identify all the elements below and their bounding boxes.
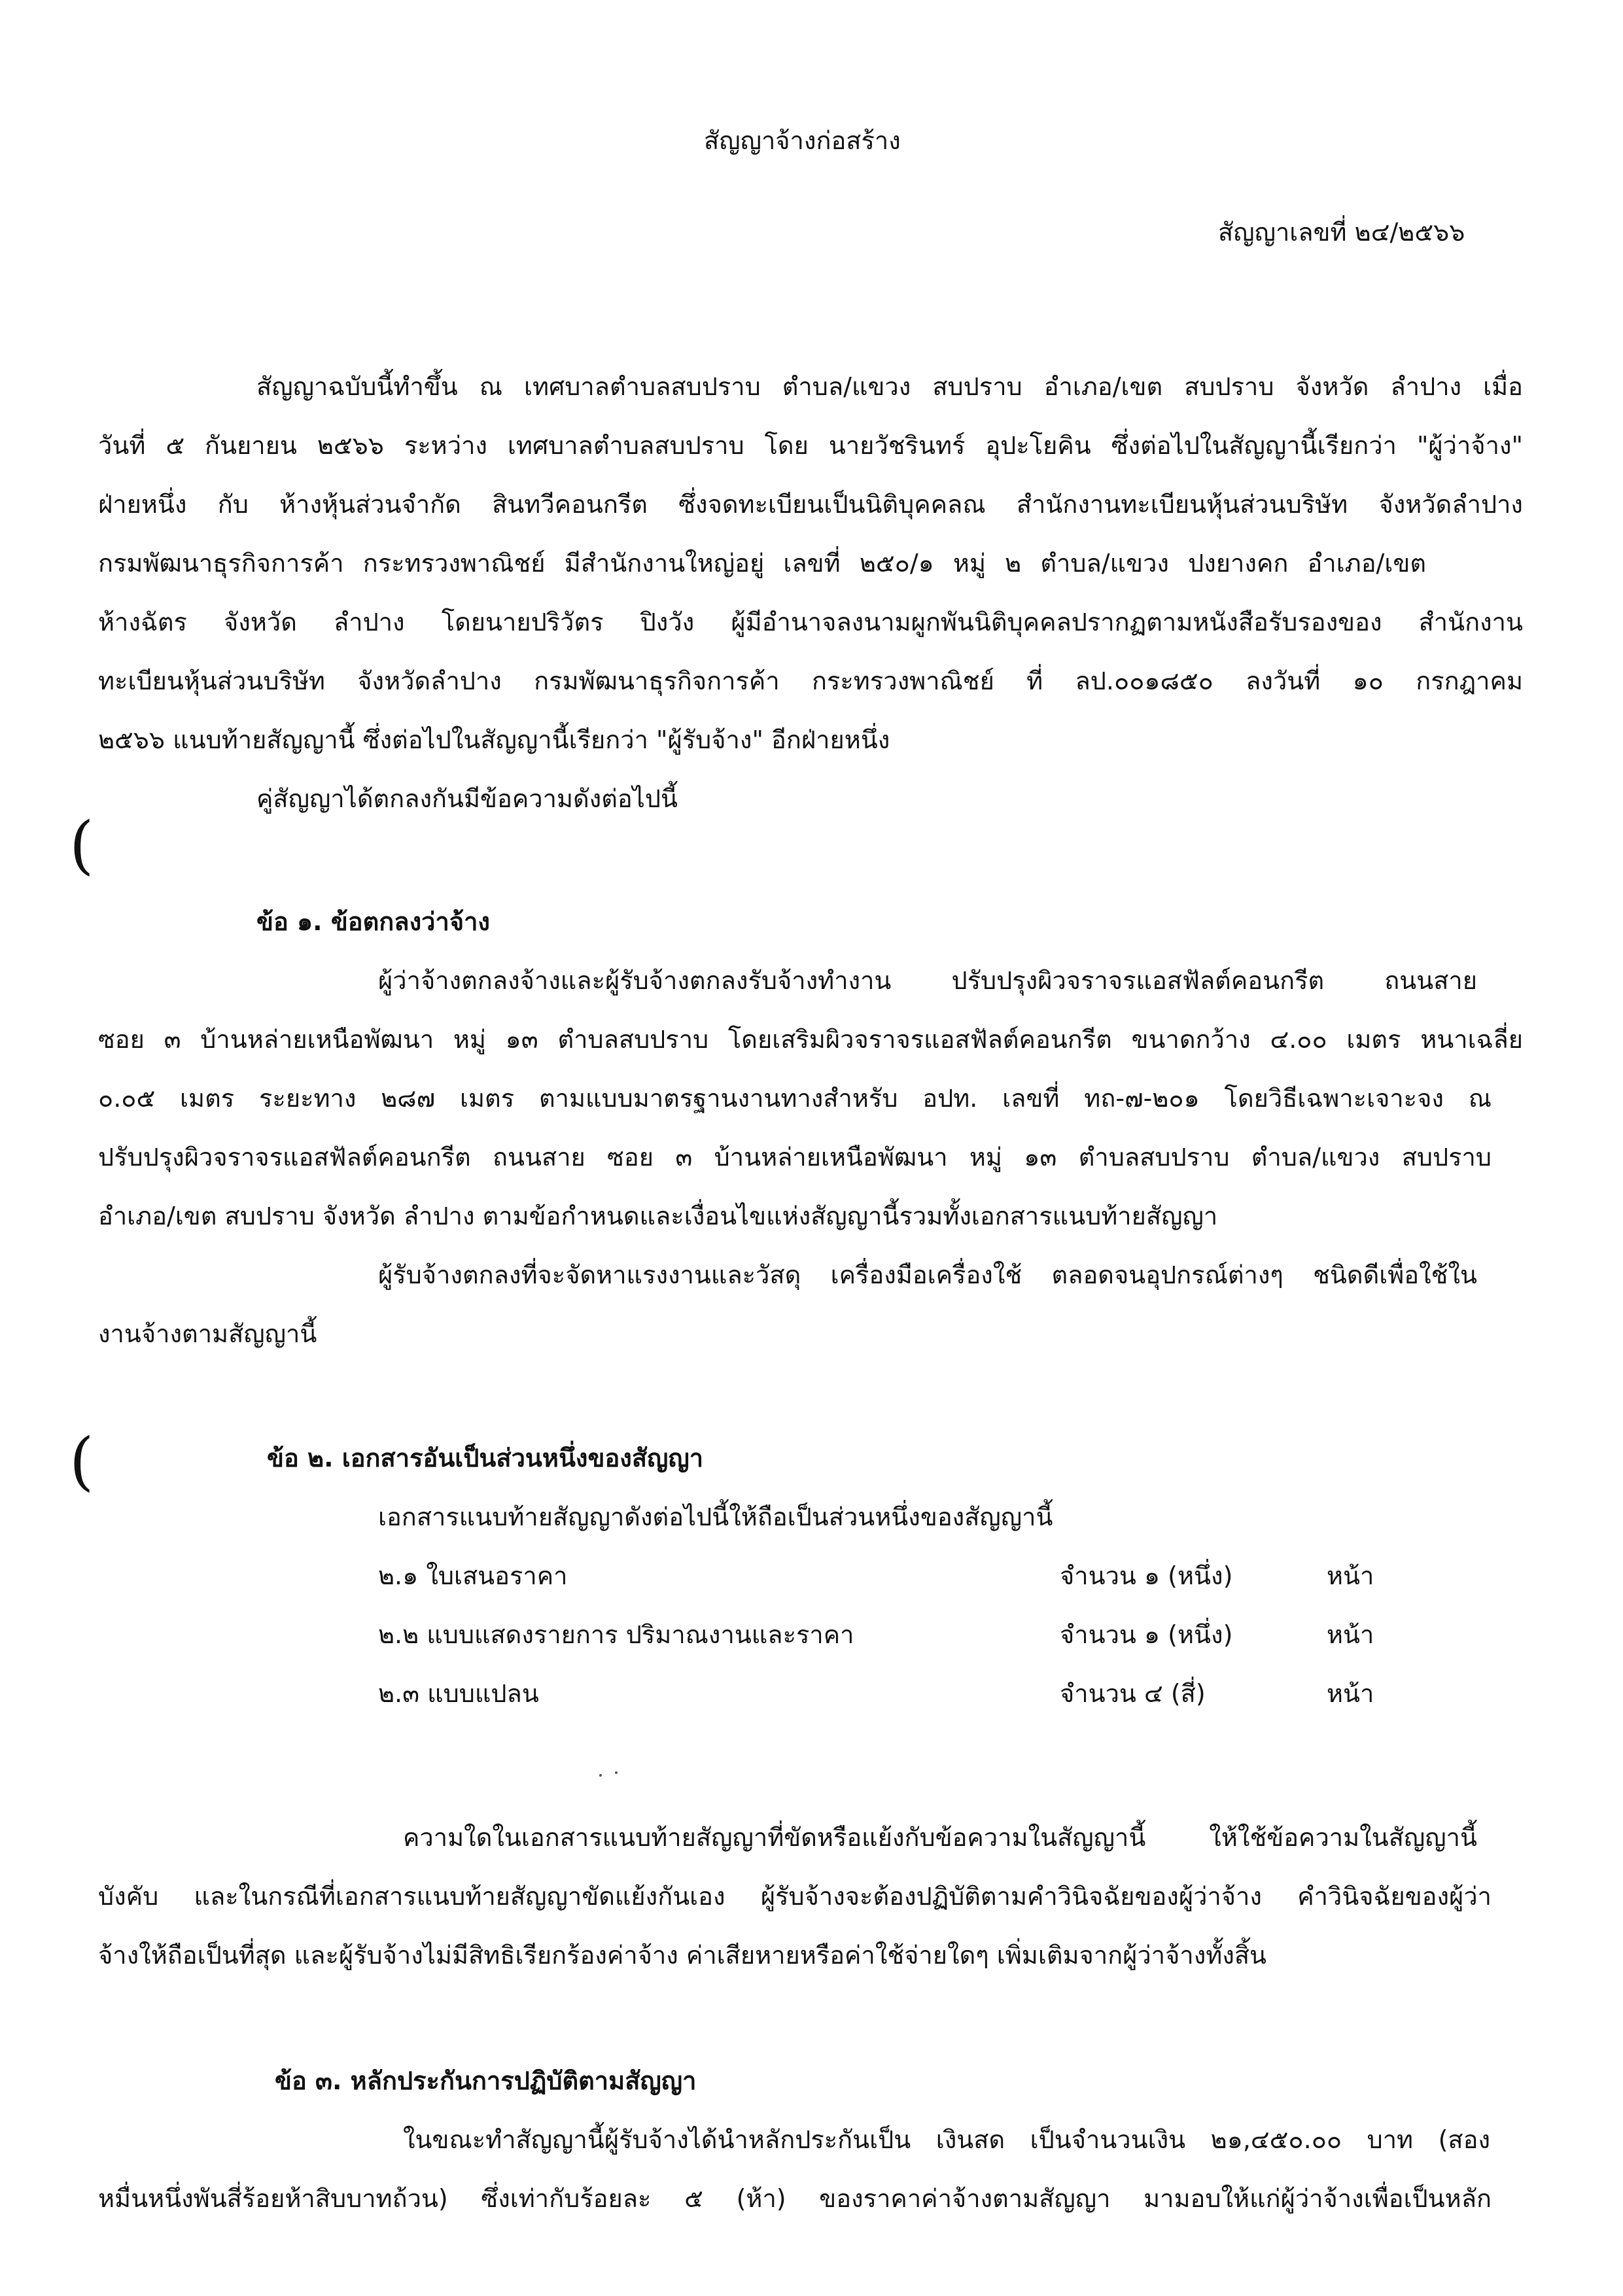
attachment-unit: หน้า	[1327, 1679, 1374, 1708]
scan-speck	[615, 1771, 618, 1774]
attachment-item: ๒.๒ แบบแสดงรายการ ปริมาณงานและราคา	[378, 1620, 854, 1649]
clause-1-line: ผู้รับจ้างตกลงที่จะจัดหาแรงงานและวัสดุ เครื่องมือเครื่องใช้ ตลอดจนอุปกรณ์ต่างๆ ชนิดดีเพื่อใช้ใน	[378, 1261, 1477, 1289]
clause-2-intro: เอกสารแนบท้ายสัญญาดังต่อไปนี้ให้ถือเป็นส่วนหนึ่งของสัญญานี้	[378, 1503, 1053, 1531]
attachment-qty: จำนวน ๑ (หนึ่ง)	[1060, 1561, 1233, 1590]
document-title: สัญญาจ้างก่อสร้าง	[704, 126, 901, 155]
clause-1-heading: ข้อ ๑. ข้อตกลงว่าจ้าง	[256, 907, 490, 936]
preamble-line: ๒๕๖๖ แนบท้ายสัญญานี้ ซึ่งต่อไปในสัญญานี้เรียกว่า "ผู้รับจ้าง" อีกฝ่ายหนึ่ง	[98, 725, 890, 754]
clause-1-line: งานจ้างตามสัญญานี้	[98, 1319, 317, 1348]
preamble-line: ทะเบียนหุ้นส่วนบริษัท จังหวัดลำปาง กรมพัฒนาธุรกิจการค้า กระทรวงพาณิชย์ ที่ ลป.๐๐๑๘๕๐ ลงวันที่ ๑๐ กรกฎาคม	[98, 667, 1523, 695]
clause-3-line: หมื่นหนึ่งพันสี่ร้อยห้าสิบบาทถ้วน) ซึ่งเท่ากับร้อยละ ๕ (ห้า) ของราคาค่าจ้างตามสัญญา มามอบให้แก่ผู้ว่าจ้างเพื่อเป็นหลัก	[98, 2184, 1492, 2213]
clause-1-line: ปรับปรุงผิวจราจรแอสฟัลต์คอนกรีต ถนนสาย ซอย ๓ บ้านหล่ายเหนือพัฒนา หมู่ ๑๓ ตำบลสบปราบ ตำบล/แขวง สบปราบ	[98, 1143, 1492, 1172]
contract-number: สัญญาเลขที่ ๒๔/๒๕๖๖	[1218, 218, 1465, 247]
preamble-line: วันที่ ๕ กันยายน ๒๕๖๖ ระหว่าง เทศบาลตำบลสบปราบ โดย นายวัชรินทร์ อุปะโยคิน ซึ่งต่อไปในสัญญานี้เรียกว่า "ผู้ว่าจ้าง"	[98, 431, 1523, 460]
attachment-qty: จำนวน ๔ (สี่)	[1060, 1679, 1206, 1708]
clause-2-line: บังคับ และในกรณีที่เอกสารแนบท้ายสัญญาขัดแย้งกันเอง ผู้รับจ้างจะต้องปฏิบัติตามคำวินิจฉัยของผู้ว่าจ้าง คำวินิจฉัยของผู้ว่า	[98, 1882, 1492, 1911]
clause-2-line: จ้างให้ถือเป็นที่สุด และผู้รับจ้างไม่มีสิทธิเรียกร้องค่าจ้าง ค่าเสียหายหรือค่าใช้จ่ายใดๆ เพิ่มเติมจากผู้ว่าจ้างทั้งสิ้น	[98, 1941, 1267, 1970]
clause-3-line: ในขณะทำสัญญานี้ผู้รับจ้างได้นำหลักประกันเป็น เงินสด เป็นจำนวนเงิน ๒๑,๔๕๐.๐๐ บาท (สอง	[403, 2125, 1490, 2154]
clause-2-line: ความใดในเอกสารแนบท้ายสัญญาที่ขัดหรือแย้งกับข้อความในสัญญานี้ ให้ใช้ข้อความในสัญญานี้	[403, 1823, 1477, 1852]
scan-speck	[599, 1774, 602, 1777]
preamble-line: กรมพัฒนาธุรกิจการค้า กระทรวงพาณิชย์ มีสำนักงานใหญ่อยู่ เลขที่ ๒๕๐/๑ หมู่ ๒ ตำบล/แขวง ปงยางคก อำเภอ/เขต	[98, 549, 1426, 578]
margin-mark: (	[69, 1425, 94, 1498]
clause-2-heading: ข้อ ๒. เอกสารอันเป็นส่วนหนึ่งของสัญญา	[267, 1444, 704, 1472]
clause-1-line: ผู้ว่าจ้างตกลงจ้างและผู้รับจ้างตกลงรับจ้างทำงาน ปรับปรุงผิวจราจรแอสฟัลต์คอนกรีต ถนนสาย	[378, 966, 1477, 995]
preamble-line: ห้างฉัตร จังหวัด ลำปาง โดยนายปริวัตร ปิงวัง ผู้มีอำนาจลงนามผูกพันนิติบุคคลปรากฏตามหนังสือรับรองของ สำนักงาน	[98, 608, 1523, 636]
attachment-unit: หน้า	[1327, 1561, 1374, 1590]
clause-1-line: ซอย ๓ บ้านหล่ายเหนือพัฒนา หมู่ ๑๓ ตำบลสบปราบ โดยเสริมผิวจราจรแอสฟัลต์คอนกรีต ขนาดกว้าง ๔.๐๐ เมตร หนาเฉลี่ย	[98, 1025, 1523, 1054]
preamble-line: คู่สัญญาได้ตกลงกันมีข้อความดังต่อไปนี้	[256, 784, 678, 813]
preamble-line: สัญญาฉบับนี้ทำขึ้น ณ เทศบาลตำบลสบปราบ ตำบล/แขวง สบปราบ อำเภอ/เขต สบปราบ จังหวัด ลำปาง เมื่อ	[256, 372, 1523, 401]
preamble-line: ฝ่ายหนึ่ง กับ ห้างหุ้นส่วนจำกัด สินทวีคอนกรีต ซึ่งจดทะเบียนเป็นนิติบุคคลณ สำนักงานทะเบียนหุ้นส่วนบริษัท จังหวัดลำปาง	[98, 490, 1523, 519]
attachment-qty: จำนวน ๑ (หนึ่ง)	[1060, 1620, 1233, 1649]
clause-1-line: ๐.๐๕ เมตร ระยะทาง ๒๘๗ เมตร ตามแบบมาตรฐานงานทางสำหรับ อปท. เลขที่ ทถ-๗-๒๐๑ โดยวิธีเฉพาะเจาะจง ณ	[98, 1084, 1492, 1113]
margin-mark: (	[69, 809, 94, 882]
clause-3-heading: ข้อ ๓. หลักประกันการปฏิบัติตามสัญญา	[275, 2066, 697, 2095]
attachment-item: ๒.๑ ใบเสนอราคา	[378, 1561, 568, 1590]
clause-1-line: อำเภอ/เขต สบปราบ จังหวัด ลำปาง ตามข้อกำหนดและเงื่อนไขแห่งสัญญานี้รวมทั้งเอกสารแนบท้ายสัญญา	[98, 1202, 1218, 1230]
attachment-item: ๒.๓ แบบแปลน	[378, 1679, 539, 1708]
attachment-unit: หน้า	[1327, 1620, 1374, 1649]
